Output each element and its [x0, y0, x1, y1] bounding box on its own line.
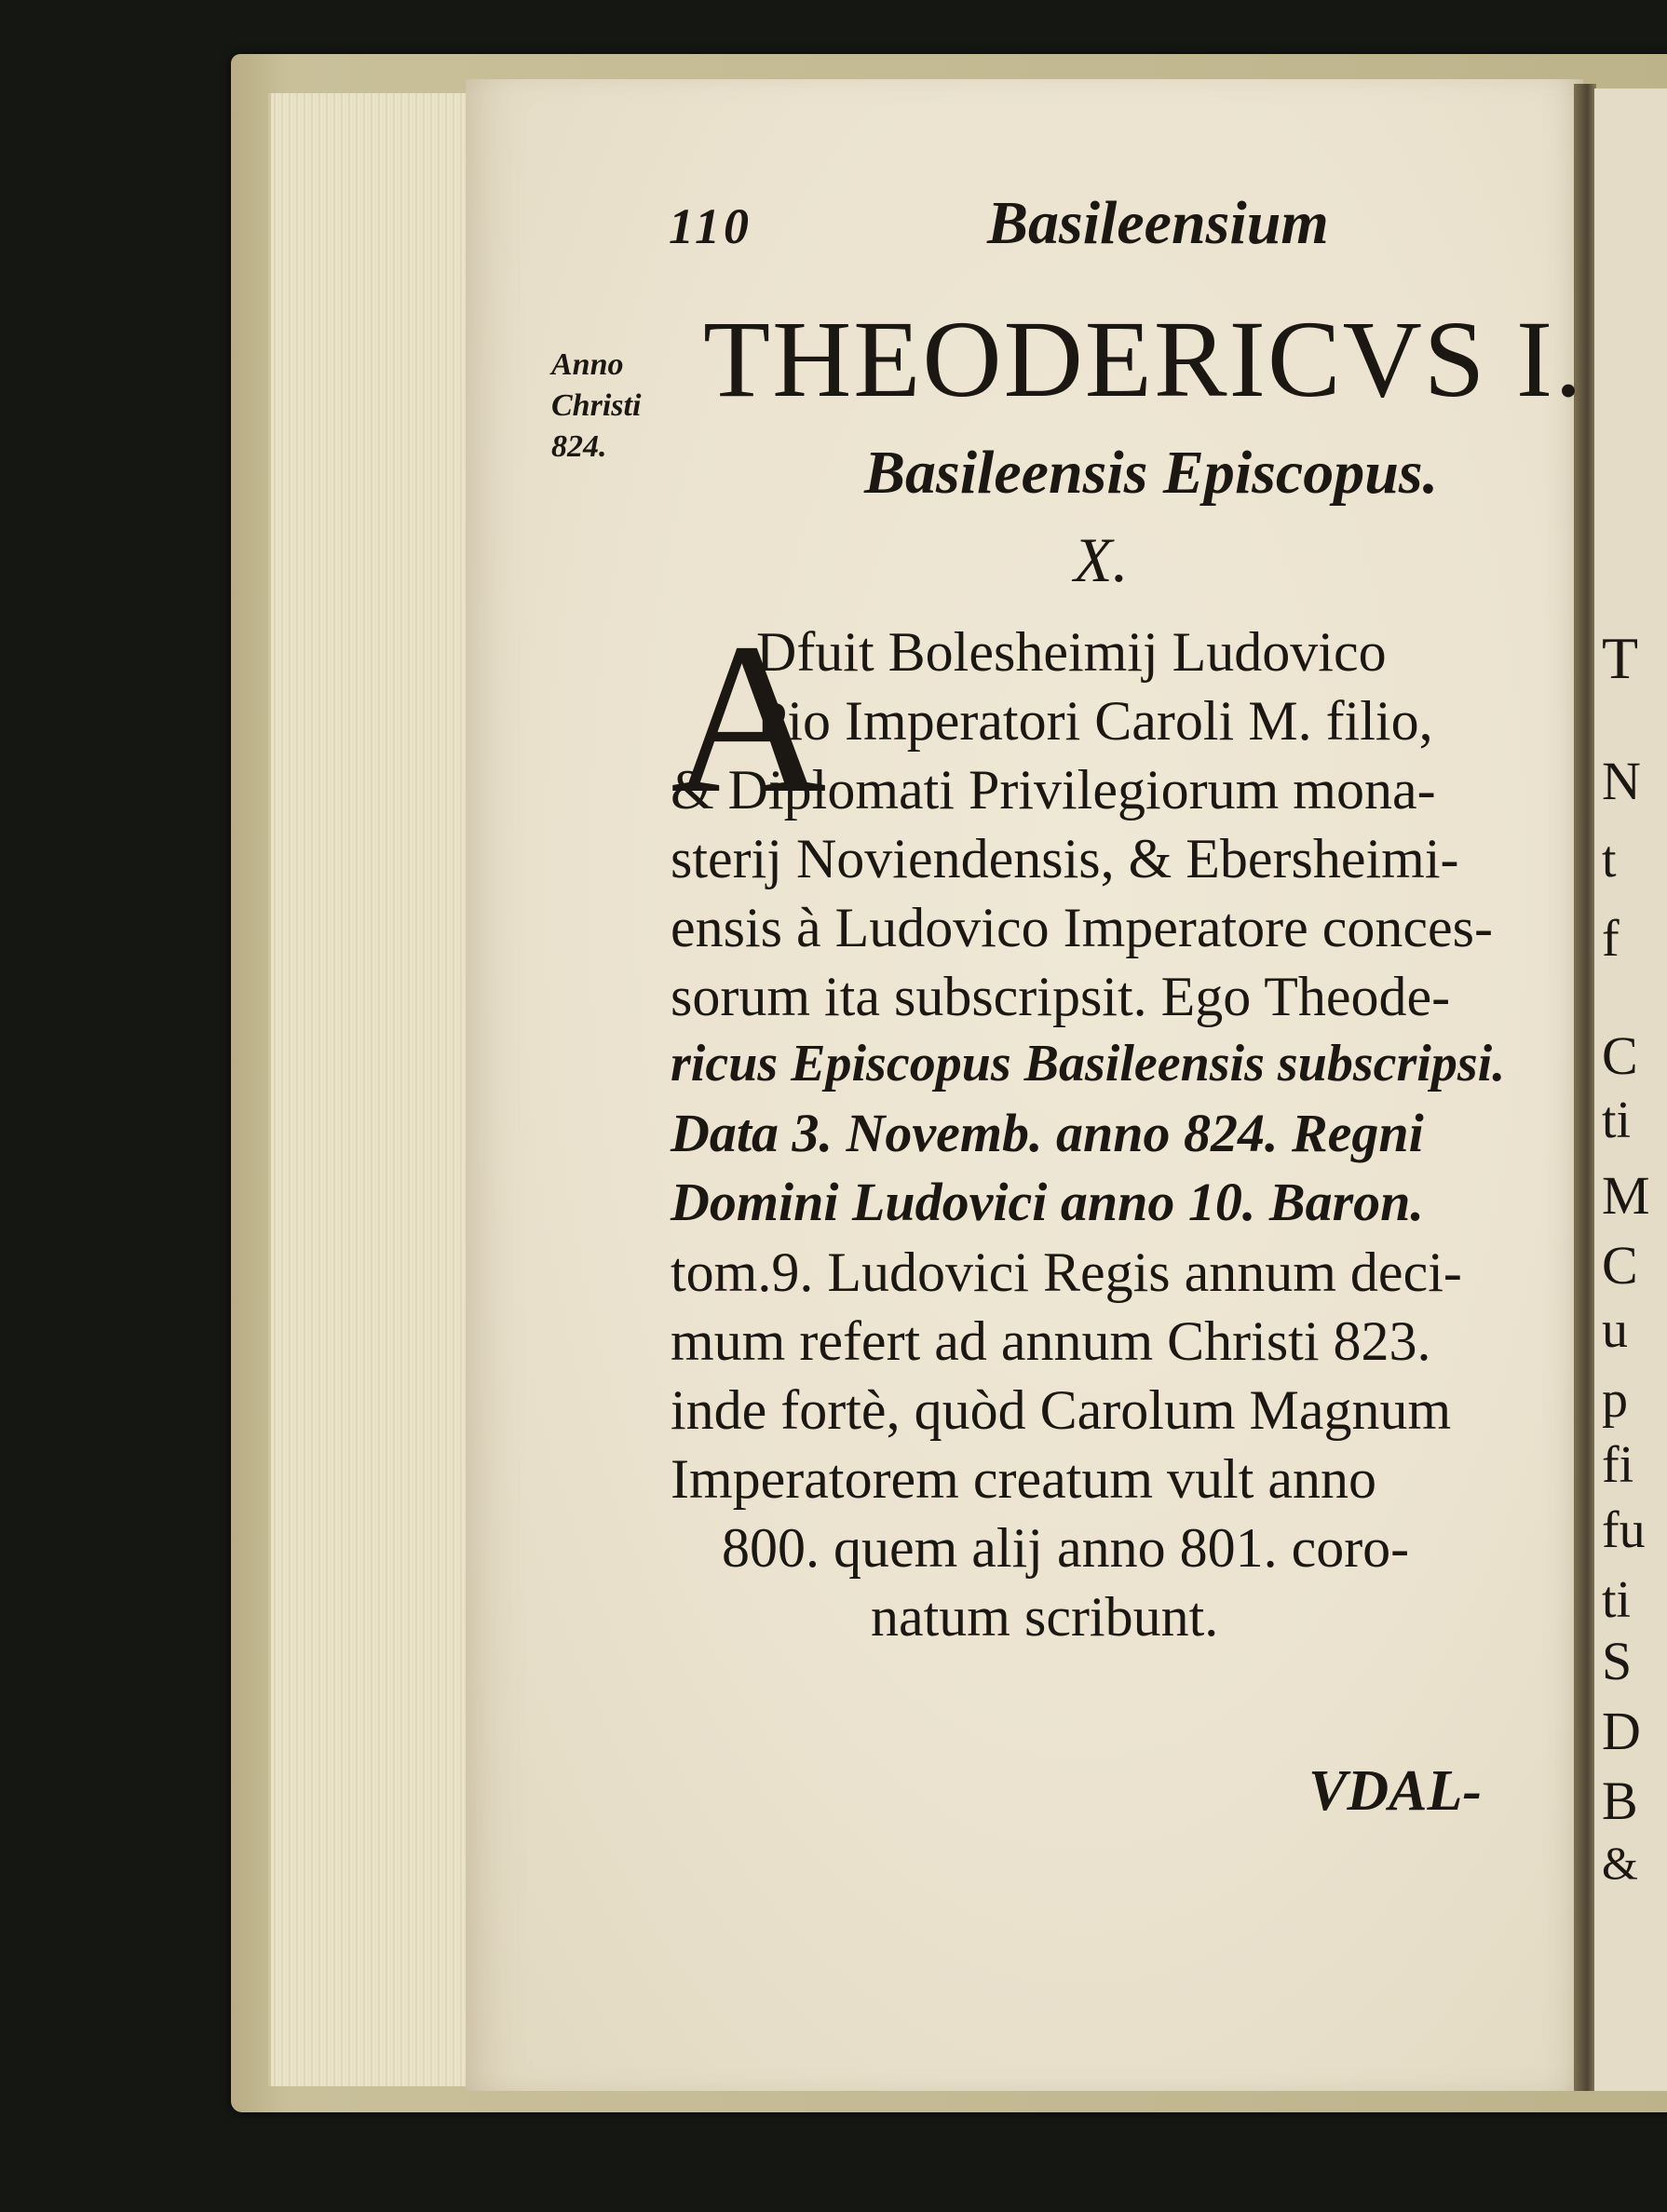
entry-title: THEODERICVS I.: [703, 298, 1584, 420]
body-line: Dfuit Bolesheimij Ludovico: [756, 621, 1387, 683]
fragment-line: p: [1602, 1371, 1628, 1429]
drop-cap: A: [671, 599, 827, 838]
body-line: Data 3. Novemb. anno 824. Regni: [671, 1103, 1424, 1163]
margin-note-line: 824.: [551, 429, 607, 464]
fragment-line: ti: [1602, 1092, 1632, 1149]
page-number: 110: [669, 198, 753, 254]
entry-number: X.: [1074, 524, 1129, 595]
fragment-line: N: [1602, 751, 1641, 811]
fragment-line: C: [1602, 1235, 1638, 1296]
body-line: mum refert ad annum Christi 823.: [671, 1310, 1431, 1372]
fragment-line: C: [1602, 1025, 1638, 1086]
body-line: ensis à Ludovico Imperatore conces-: [671, 897, 1493, 958]
body-line: sorum ita subscripsit. Ego Theode-: [671, 966, 1451, 1027]
body-line: 800. quem alij anno 801. coro-: [722, 1517, 1410, 1579]
fragment-line: t: [1602, 831, 1617, 889]
body-line: Imperatorem creatum vult anno: [671, 1448, 1377, 1510]
body-line: inde fortè, quòd Carolum Magnum: [671, 1379, 1452, 1441]
fragment-line: ti: [1602, 1571, 1632, 1629]
fragment-line: M: [1602, 1165, 1650, 1226]
fragment-line: T: [1602, 625, 1639, 691]
fragment-line: u: [1602, 1301, 1628, 1359]
fragment-line: D: [1602, 1701, 1641, 1761]
fragment-line: B: [1602, 1771, 1638, 1831]
running-head: Basileensium: [987, 189, 1329, 257]
fragment-line: &: [1602, 1837, 1638, 1889]
body-line: tom.9. Ludovici Regis annum deci-: [671, 1242, 1462, 1303]
catchword: VDAL-: [1308, 1759, 1482, 1823]
entry-subtitle: Basileensis Episcopus.: [864, 439, 1439, 507]
fragment-line: S: [1602, 1631, 1633, 1691]
body-line: Domini Ludovici anno 10. Baron.: [671, 1172, 1424, 1232]
book-page-right-edge: [1594, 88, 1667, 2091]
body-line: ricus Episcopus Basileensis subscripsi.: [671, 1035, 1506, 1092]
page-edges: [268, 93, 476, 2086]
margin-note-line: Christi: [551, 388, 642, 423]
fragment-line: fi: [1602, 1436, 1634, 1494]
body-line: natum scribunt.: [871, 1586, 1219, 1648]
body-line: & Diplomati Privilegiorum mona-: [671, 759, 1436, 821]
margin-note-line: Anno: [551, 347, 624, 382]
fragment-line: fu: [1602, 1501, 1646, 1559]
margin-note: [551, 345, 641, 468]
body-line: Pio Imperatori Caroli M. filio,: [756, 690, 1433, 752]
fragment-line: f: [1602, 910, 1620, 968]
body-line: sterij Noviendensis, & Ebersheimi-: [671, 828, 1459, 889]
